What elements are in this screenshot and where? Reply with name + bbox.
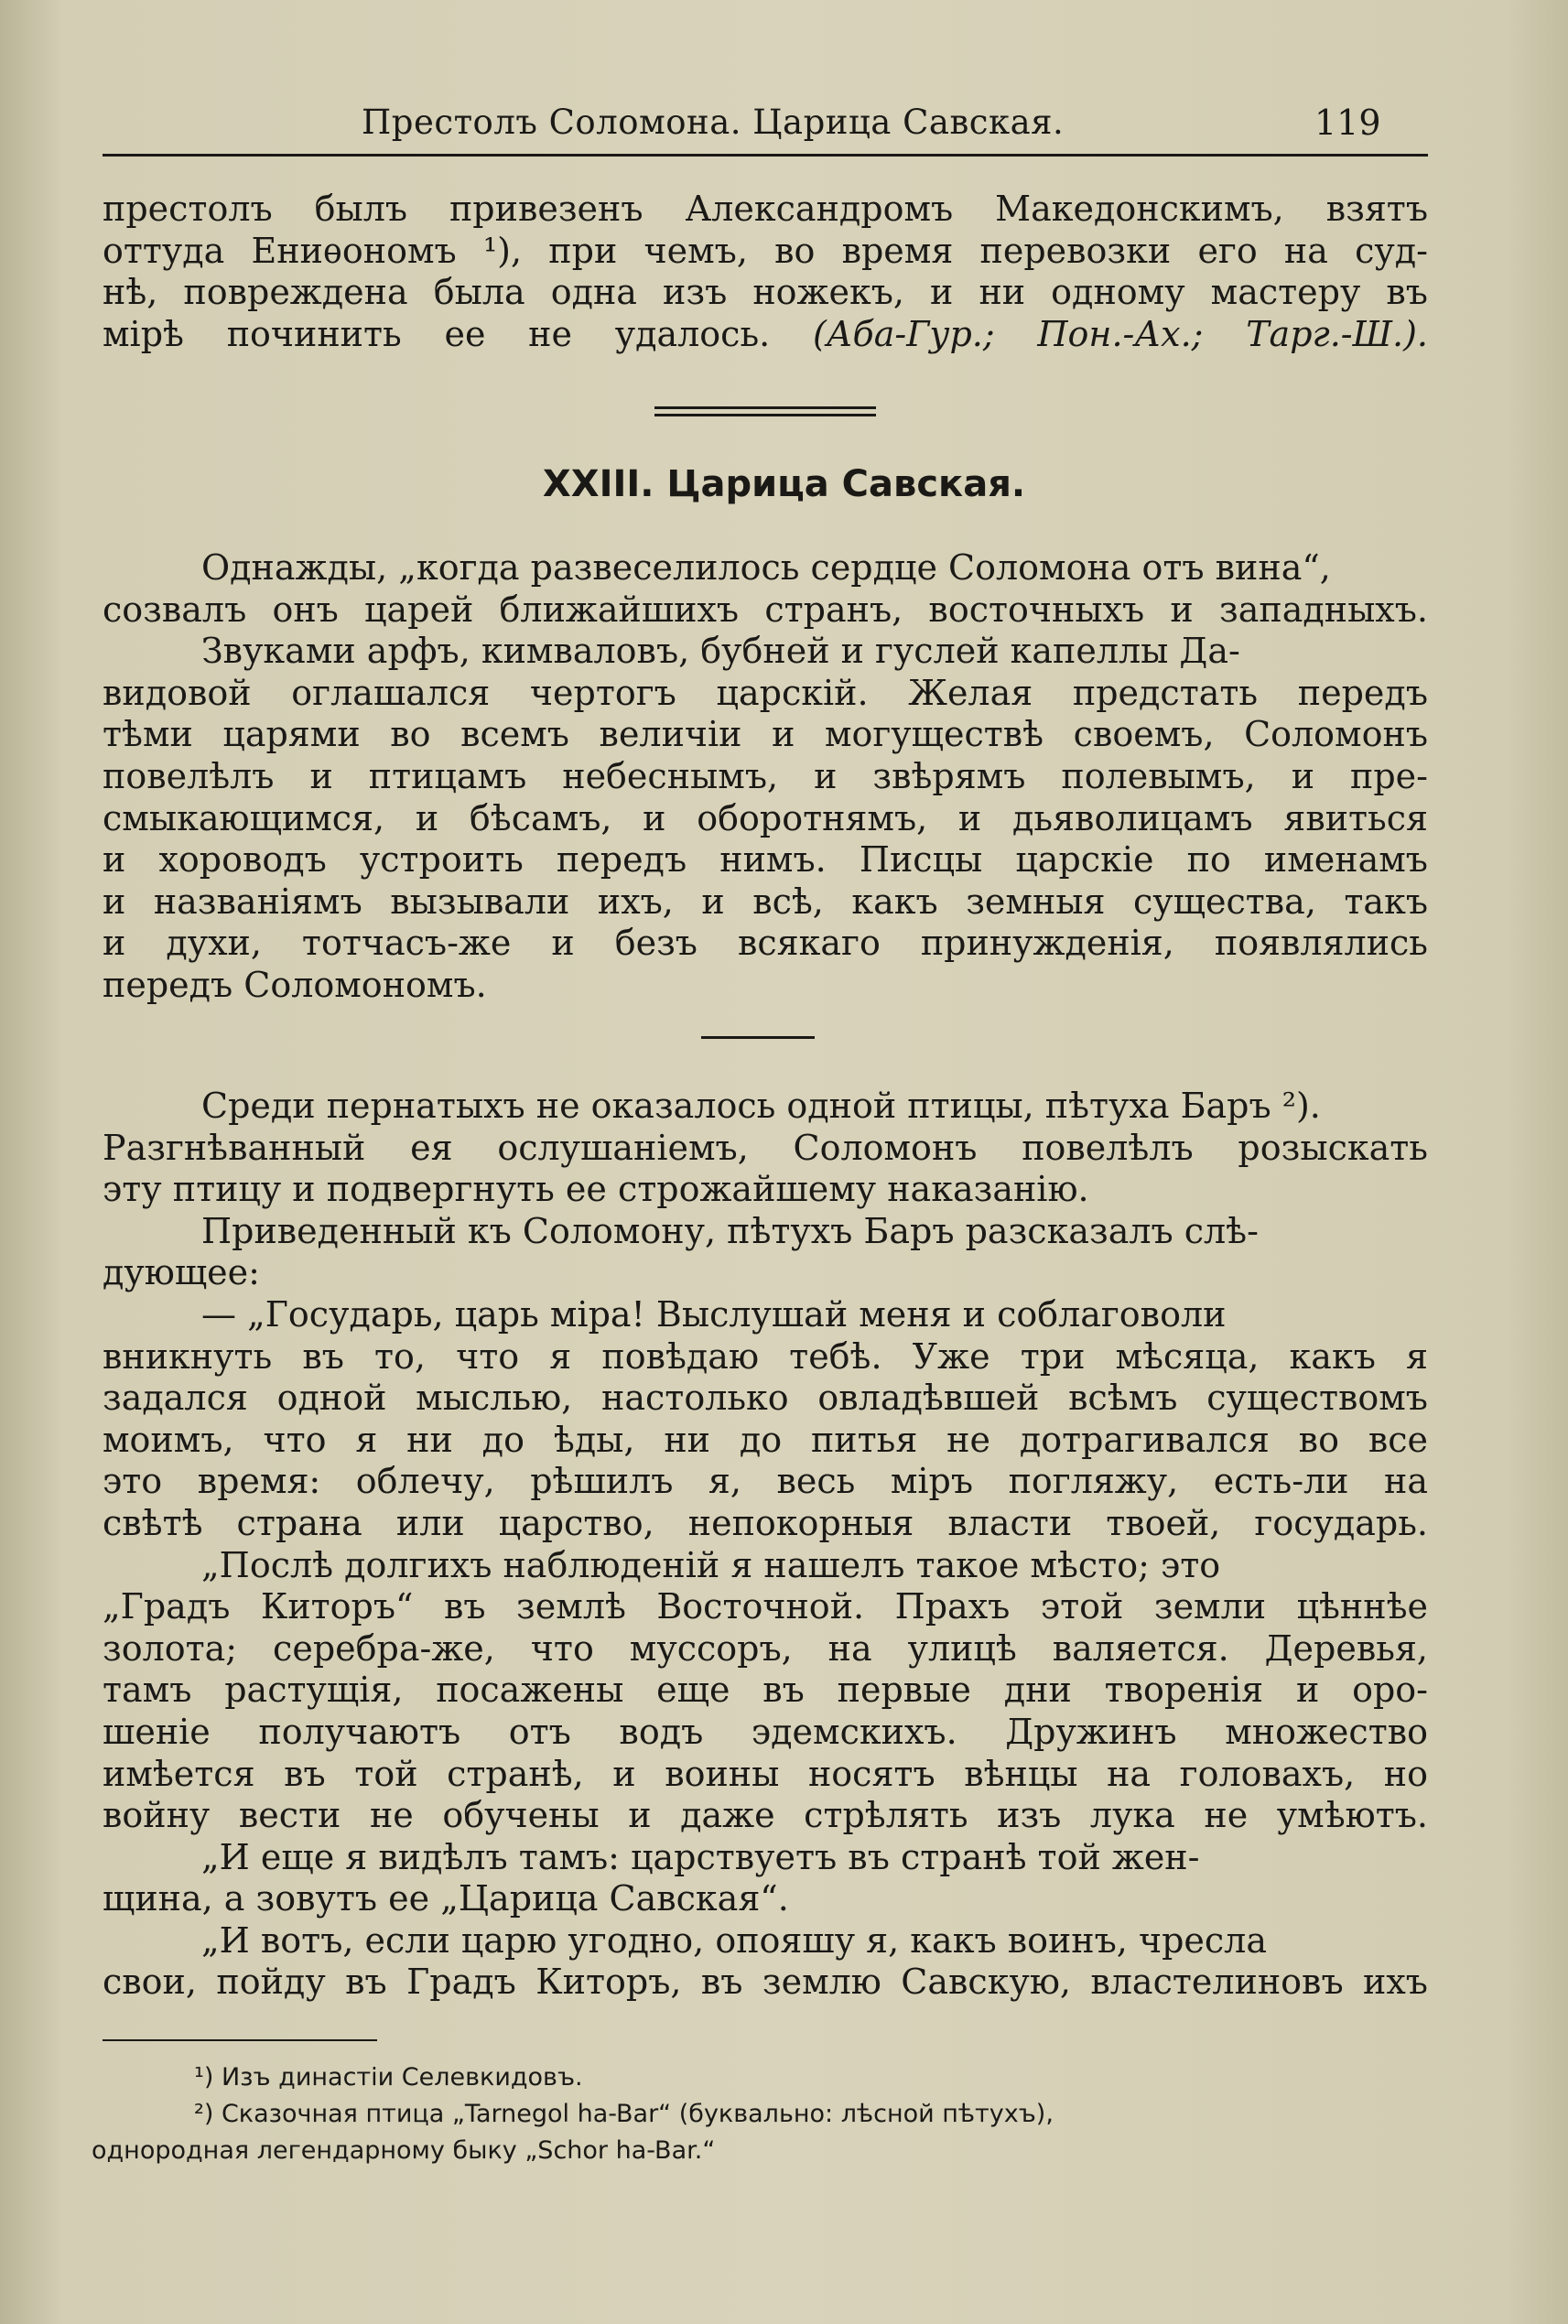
text-line bbox=[103, 631, 1428, 673]
top-paragraph bbox=[103, 189, 1428, 355]
text-line: нѣ, повреждена была одна изъ ножекъ, и ни одному мастеру въ bbox=[103, 272, 1428, 313]
text-line: вникнуть въ то, что я повѣдаю тебѣ. Уже три мѣсяца, какъ я bbox=[103, 1335, 1428, 1377]
text-line bbox=[103, 1837, 1428, 1879]
text-line: и духи, тотчасъ-же и безъ всякаго принужденія, появлялись bbox=[103, 923, 1428, 964]
text-line: моимъ, что я ни до ѣды, ни до питья не дотрагивался во все bbox=[103, 1419, 1428, 1460]
section-separator bbox=[701, 1036, 815, 1039]
text-line: шеніе получаютъ отъ водъ эдемскихъ. Дружинъ множество bbox=[103, 1711, 1428, 1752]
text-line: тѣми царями во всемъ величіи и могуществѣ своемъ, Соломонъ bbox=[103, 714, 1428, 755]
indented-line: „И еще я видѣлъ тамъ: царствуетъ въ странѣ той жен- bbox=[201, 1836, 1200, 1877]
indented-line: Среди пернатыхъ не оказалось одной птицы, пѣтуха Баръ ²). bbox=[201, 1086, 1321, 1126]
text-line bbox=[103, 547, 1428, 589]
text-line: дующее: bbox=[103, 1252, 260, 1293]
text-line: задался одной мыслью, настолько овладѣвшей всѣмъ существомъ bbox=[103, 1378, 1428, 1419]
text-line: Разгнѣванный ея ослушаніемъ, Соломонъ повелѣлъ розыскать bbox=[103, 1127, 1428, 1168]
section-1 bbox=[103, 547, 1428, 1007]
text-line bbox=[103, 1920, 1428, 1962]
text-line: престолъ былъ привезенъ Александромъ Македонскимъ, взятъ bbox=[103, 189, 1428, 229]
text-line: свѣтѣ страна или царство, непокорныя власти твоей, государь. bbox=[103, 1502, 1428, 1543]
text-line: щина, а зовутъ ее „Царица Савская“. bbox=[103, 1878, 789, 1919]
text-line: тамъ растущія, посажены еще въ первые дни творенія и оро- bbox=[103, 1670, 1428, 1711]
chapter-title: XXIII. Царица Савская. bbox=[542, 463, 1026, 505]
text-line: видовой оглашался чертогъ царскій. Желая предстать передъ bbox=[103, 672, 1428, 713]
indented-line: Звуками арфъ, кимваловъ, бубней и гуслей капеллы Да- bbox=[201, 631, 1240, 672]
footnotes bbox=[92, 2059, 1428, 2169]
indented-line: „Послѣ долгихъ наблюденій я нашелъ такое мѣсто; это bbox=[201, 1544, 1221, 1585]
indented-line: Приведенный къ Соломону, пѣтухъ Баръ разсказалъ слѣ- bbox=[201, 1210, 1259, 1251]
indented-line: — „Государь, царь міра! Выслушай меня и соблаговоли bbox=[201, 1293, 1227, 1335]
footnote-2: ²) Сказочная птица „Tarnegol ha-Bar“ (буквально: лѣсной пѣтухъ), bbox=[194, 2100, 1054, 2128]
text-line: это время: облечу, рѣшилъ я, весь міръ погляжу, есть-ли на bbox=[103, 1461, 1428, 1502]
text-line: „Градъ Киторъ“ въ землѣ Восточной. Прахъ этой земли цѣннѣе bbox=[103, 1586, 1428, 1627]
section-2 bbox=[103, 1086, 1428, 2004]
text-line: золота; серебра-же, что муссоръ, на улицѣ валяется. Деревья, bbox=[103, 1627, 1428, 1669]
double-rule-top bbox=[654, 406, 876, 409]
text-line: смыкающимся, и бѣсамъ, и оборотнямъ, и дьяволицамъ явиться bbox=[103, 797, 1428, 838]
footnote-2-continuation: однородная легендарному быку „Schor ha-Bar.“ bbox=[92, 2136, 716, 2165]
indented-line: Однажды, „когда развеселилось сердце Соломона отъ вина“, bbox=[201, 547, 1331, 588]
text-fragment: мірѣ починить ее не удалось. bbox=[103, 313, 813, 354]
header-rule bbox=[103, 154, 1428, 157]
page-number: 119 bbox=[1314, 103, 1381, 143]
footnote-rule bbox=[103, 2039, 377, 2041]
text-line: имѣется въ той странѣ, и воины носятъ вѣнцы на головахъ, но bbox=[103, 1753, 1428, 1794]
source-reference: (Аба-Гур.; Пон.-Ах.; Тарг.-Ш.). bbox=[812, 313, 1428, 354]
text-line: оттуда Eниѳономъ ¹), при чемъ, во время перевозки его на суд- bbox=[103, 230, 1428, 271]
text-line-last bbox=[103, 314, 1428, 356]
indented-line: „И вотъ, если царю угодно, опояшу я, какъ воинъ, чресла bbox=[201, 1919, 1267, 1961]
text-line: свои, пойду въ Градъ Киторъ, въ землю Савскую, властелиновъ ихъ bbox=[103, 1962, 1428, 2003]
text-line: и названіямъ вызывали ихъ, и всѣ, какъ земныя существа, такъ bbox=[103, 881, 1428, 922]
footnote-1: ¹) Изъ династіи Селевкидовъ. bbox=[194, 2063, 583, 2092]
text-line: созвалъ онъ царей ближайшихъ странъ, восточныхъ и западныхъ. bbox=[103, 589, 1428, 630]
running-title: Престолъ Соломона. Царица Савская. bbox=[362, 103, 1065, 142]
text-line bbox=[103, 1086, 1428, 1128]
text-line bbox=[103, 1294, 1428, 1336]
text-line bbox=[103, 1211, 1428, 1253]
text-line: и хороводъ устроить передъ нимъ. Писцы царскіе по именамъ bbox=[103, 839, 1428, 881]
text-line bbox=[103, 1545, 1428, 1587]
double-rule-bottom bbox=[654, 414, 876, 416]
text-line: передъ Соломономъ. bbox=[103, 964, 487, 1005]
text-line: эту птицу и подвергнуть ее строжайшему наказанію. bbox=[103, 1169, 1089, 1210]
text-line: повелѣлъ и птицамъ небеснымъ, и звѣрямъ полевымъ, и пре- bbox=[103, 755, 1428, 796]
text-line: войну вести не обучены и даже стрѣлять изъ лука не умѣютъ. bbox=[103, 1795, 1428, 1836]
